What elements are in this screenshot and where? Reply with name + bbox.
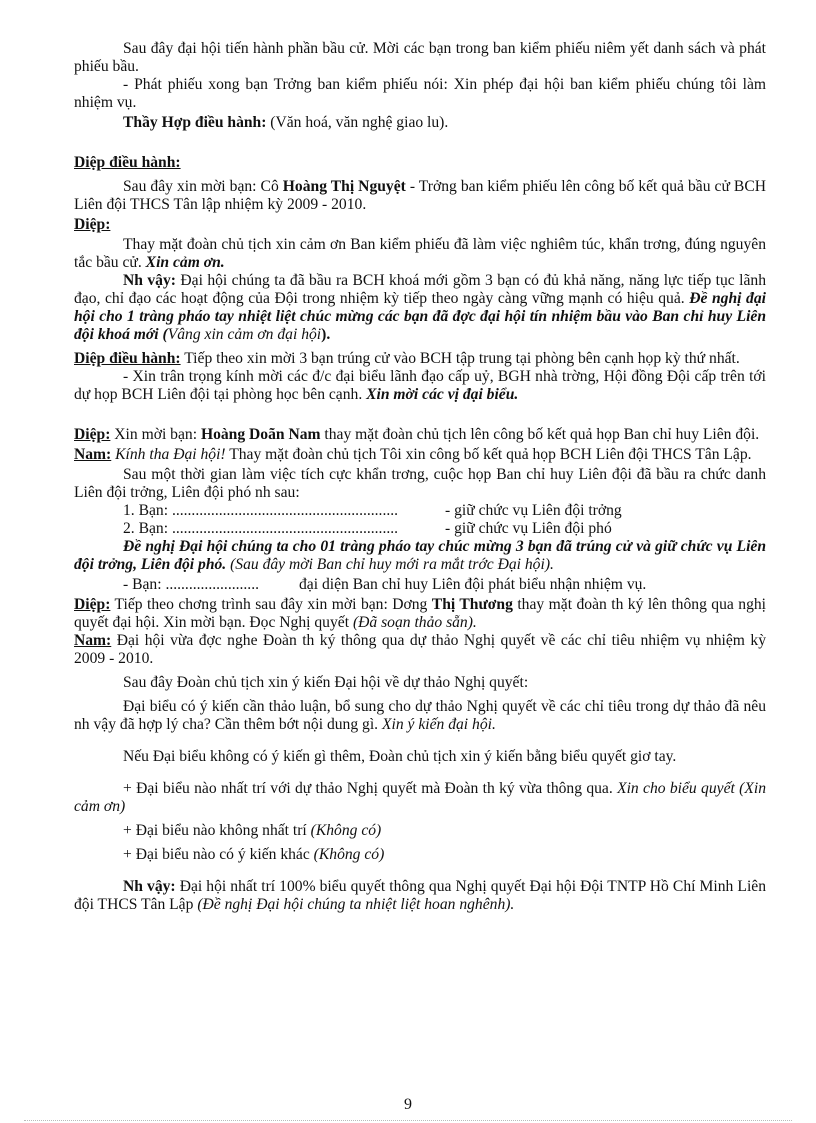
paragraph-text: thay mặt đoàn th ký lên thông qua nghị quyết đại hội. Xin mời bạn. Đọc Nghị quyết (74, 596, 766, 631)
paragraph-text: - Xin trân trọng kính mời các đ/c đại biểu lãnh đạo cấp uỷ, BGH nhà trờng, Hội đồng Đội cấp trên tới dự họp BCH Liên đội tại phòng học bên cạnh. (74, 368, 766, 403)
person-name: Hoàng Thị Nguyệt (282, 178, 406, 195)
paragraph-invite-result (74, 178, 766, 214)
person-name: Thị Thương (431, 596, 513, 613)
italic-greeting: Kính tha Đại hội! (111, 446, 226, 463)
paragraph-new-committee (74, 272, 766, 344)
emphasis-text: Xin cảm ơn. (145, 254, 225, 271)
role-text: - giữ chức vụ Liên đội phó (445, 520, 612, 537)
paragraph-text: Thay mặt đoàn chủ tịch xin cảm ơn Ban kiểm phiếu đã làm việc nghiêm túc, khẩn trơng, đúng nguyên tắc bầu cử. (74, 236, 766, 271)
role-text: đại diện Ban chỉ huy Liên đội phát biểu nhận nhiệm vụ. (299, 576, 647, 593)
paragraph-vote: Nếu Đại biểu không có ý kiến gì thêm, Đoàn chủ tịch xin ý kiến bằng biểu quyết giơ tay. (123, 748, 677, 765)
list-item (74, 502, 766, 520)
paragraph-diep-first-meeting (74, 350, 766, 368)
italic-note: Xin ý kiến đại hội. (381, 716, 496, 733)
paragraph-text: Đại hội chúng ta đã bầu ra BCH khoá mới gồm 3 bạn có đủ khả năng, năng lực tiếp tục lãnh đạo, chỉ đạo các hoạt động của Đội trong nhiệm kỳ tiếp theo ngày càng vững mạnh có hiệu quả. (74, 272, 766, 307)
role-text: - giữ chức vụ Liên đội trởng (445, 502, 622, 519)
paragraph-invite-guests (74, 368, 766, 404)
paragraph-text: Sau đây xin mời bạn: Cô (123, 178, 283, 195)
lead-label: Nh vậy: (123, 272, 176, 289)
paragraph-text: (Văn hoá, văn nghệ giao lu). (266, 114, 449, 131)
italic-note: Xin cho biểu quyết (Xin cảm ơn) (74, 780, 766, 815)
emphasis-text: Đề nghị Đại hội chúng ta cho 01 tràng pháo tay chúc mừng 3 bạn đã trúng cử và giữ chức vụ Liên đội trởng, Liên đội phó. (74, 538, 766, 573)
paragraph-text: Đại biểu có ý kiến cần thảo luận, bổ sung cho dự thảo Nghị quyết về các chỉ tiêu trong dự thảo đã nêu nh vậy đã hợp lý cha? Cần thêm bớt nội dung gì. (74, 698, 766, 733)
paragraph-text: + Đại biểu nào nhất trí với dự thảo Nghị quyết mà Đoàn th ký vừa thông qua. (123, 780, 618, 797)
paragraph-text: + Đại biểu nào không nhất trí (123, 822, 311, 839)
blank-name-field: 2. Bạn: .......................................................... (123, 520, 399, 537)
speaker-label: Diệp điều hành: (74, 154, 181, 171)
italic-note: (Đề nghị Đại hội chúng ta nhiệt liệt hoan nghênh). (197, 896, 515, 913)
emphasis-text: Xin mời các vị đại biểu. (366, 386, 519, 403)
italic-note: (Sau đây mời Ban chỉ huy mới ra mắt trớc Đại hội). (226, 556, 554, 573)
blank-name-field: - Bạn: ........................ (123, 576, 260, 593)
speaker-heading-diep-2 (74, 216, 766, 234)
person-name: Hoàng Doãn Nam (200, 426, 321, 443)
list-item (74, 576, 766, 594)
paragraph-vote-disagree (74, 822, 766, 840)
list-item (74, 520, 766, 538)
lead-label: Nh vậy: (123, 878, 176, 895)
paragraph-ballot-distribution: - Phát phiếu xong bạn Trởng ban kiểm phiếu nói: Xin phép đại hội ban kiểm phiếu chúng tôi làm nhiệm vụ. (74, 76, 766, 111)
speaker-label: Thầy Hợp điều hành: (123, 114, 267, 131)
page-number: 9 (404, 1096, 412, 1113)
paragraph-text: Tiếp theo xin mời 3 bạn trúng cử vào BCH tập trung tại phòng bên cạnh họp kỳ thứ nhất. (180, 350, 740, 367)
paragraph-text: - Trởng ban kiểm phiếu lên công bố kết quả bầu cử BCH Liên đội THCS Tân lập nhiệm kỳ 2009 - 2010. (74, 178, 766, 213)
speaker-label: Diệp: (74, 216, 111, 233)
italic-note: (Không có) (313, 846, 385, 863)
speaker-label: Diệp: (74, 426, 111, 443)
italic-note: (Không có) (310, 822, 382, 839)
paragraph-text: Đại hội nhất trí 100% biểu quyết thông qua Nghị quyết Đại hội Đội TNTP Hồ Chí Minh Liên đội THCS Tân Lập (74, 878, 766, 913)
paragraph-text: Thay mặt đoàn chủ tịch Tôi xin công bố kết quả họp BCH Liên đội THCS Tân Lập. (225, 446, 752, 463)
paragraph-election-start: Sau đây đại hội tiến hành phần bầu cử. Mời các bạn trong ban kiểm phiếu niêm yết danh sách và phát phiếu bầu. (74, 40, 766, 75)
blank-name-field: 1. Bạn: .......................................................... (123, 502, 399, 519)
paragraph-text: Tiếp theo chơng trình sau đây xin mời bạn: Dơng (110, 596, 432, 613)
paragraph-text: Đại hội vừa đợc nghe Đoàn th ký thông qua dự thảo Nghị quyết về các chỉ tiêu nhiệm vụ nhiệm kỳ 2009 - 2010. (74, 632, 766, 667)
footer-divider (24, 1120, 792, 1121)
paragraph-text: thay mặt đoàn chủ tịch lên công bố kết quả họp Ban chỉ huy Liên đội. (320, 426, 760, 443)
paragraph-thay-hop (74, 114, 766, 132)
paragraph-applause (74, 538, 766, 574)
paragraph-text: + Đại biểu nào có ý kiến khác (123, 846, 314, 863)
paragraph-nam-announce (74, 446, 766, 464)
speaker-heading-diep (74, 154, 766, 172)
paragraph-discussion (74, 698, 766, 734)
speaker-label: Diệp điều hành: (74, 350, 181, 367)
italic-note: Vâng xin cảm ơn đại hội (167, 326, 322, 343)
paragraph-meeting-result: Sau một thời gian làm việc tích cực khẩn trơng, cuộc họp Ban chỉ huy Liên đội đã bầu ra chức danh Liên đội trởng, Liên đội phó nh sau: (74, 466, 766, 501)
paragraph-diep-resolution (74, 596, 766, 632)
italic-note: (Đã soạn thảo sẵn). (352, 614, 477, 631)
paragraph-vote-agree (74, 780, 766, 816)
paragraph-ask-opinion: Sau đây Đoàn chủ tịch xin ý kiến Đại hội về dự thảo Nghị quyết: (123, 674, 529, 691)
paragraph-text: Xin mời bạn: (110, 426, 201, 443)
paragraph-thanks (74, 236, 766, 272)
paragraph-diep-invite-nam (74, 426, 766, 444)
emphasis-text: Đề nghị đại hội cho 1 tràng pháo tay nhiệt liệt chúc mừng các bạn đã đợc đại hội tín nhiệm bầu vào Ban chỉ huy Liên đội khoá mới ( (74, 290, 766, 343)
speaker-label: Nam: (74, 632, 112, 649)
document-body (74, 40, 766, 914)
closing-punct: ). (321, 326, 331, 343)
paragraph-nam-resolution (74, 632, 766, 668)
paragraph-conclusion (74, 878, 766, 914)
speaker-label: Diệp: (74, 596, 111, 613)
speaker-label: Nam: (74, 446, 112, 463)
paragraph-vote-other (74, 846, 766, 864)
